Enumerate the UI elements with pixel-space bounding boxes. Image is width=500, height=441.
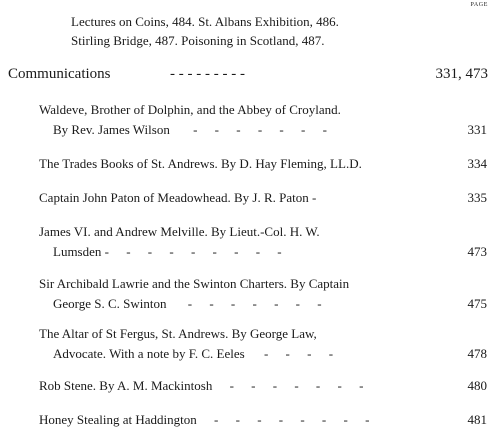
entry-page: 480: [467, 378, 487, 393]
entry-title: Waldeve, Brother of Dolphin, and the Abbey of Croyland.: [39, 102, 341, 117]
entry-page: 331: [467, 122, 487, 137]
entry-page: 335: [467, 190, 487, 205]
index-entry: [39, 376, 487, 396]
entry-title: Sir Archibald Lawrie and the Swinton Charters. By Captain: [39, 276, 350, 291]
section-leader: - - - - - - - - -: [170, 66, 245, 82]
entry-leader: - - - - - - -: [187, 296, 322, 311]
carry-over-line: Stirling Bridge, 487. Poisoning in Scotland, 487.: [71, 33, 325, 48]
entry-leader: - - - - - - - -: [214, 412, 370, 427]
entry-author: [39, 344, 487, 364]
entry-title: The Altar of St Fergus, St. Andrews. By George Law,: [39, 326, 317, 341]
entry-page: 475: [467, 296, 487, 311]
index-entry: [39, 222, 487, 262]
index-entry: [39, 274, 487, 314]
entry-title: Honey Stealing at Haddington: [39, 412, 197, 427]
index-entry: [39, 100, 487, 140]
entry-leader: - - - - - - -: [229, 378, 364, 393]
entry-author: [39, 294, 487, 314]
index-entry: [39, 188, 487, 208]
entry-leader: - - - -: [263, 346, 334, 361]
section-heading: [8, 64, 488, 84]
page-column-label: PAGE: [470, 2, 488, 8]
entry-author: [39, 120, 487, 140]
entry-title: Captain John Paton of Meadowhead. By J. R. Paton -: [39, 190, 317, 205]
entry-title: James VI. and Andrew Melville. By Lieut.-Col. H. W.: [39, 224, 320, 239]
index-entry: [39, 154, 487, 174]
entry-page: 334: [467, 156, 487, 171]
entry-author-text: Advocate. With a note by F. C. Eeles: [53, 346, 245, 361]
entry-leader: - - - - - - - -: [126, 244, 282, 259]
entry-title: Rob Stene. By A. M. Mackintosh: [39, 378, 213, 393]
carry-over-text: [71, 12, 481, 50]
entry-author-text: By Rev. James Wilson: [53, 122, 170, 137]
index-entry: [39, 410, 487, 430]
entry-title: The Trades Books of St. Andrews. By D. Hay Fleming, LL.D.: [39, 156, 362, 171]
entry-title-row: [39, 376, 487, 396]
carry-over-line: Lectures on Coins, 484. St. Albans Exhibition, 486.: [71, 14, 339, 29]
entry-title-row: [39, 410, 487, 430]
entry-page: 473: [467, 244, 487, 259]
index-entry: [39, 324, 487, 364]
entry-author: [39, 242, 487, 262]
entry-author-text: Lumsden -: [53, 244, 109, 259]
section-pages: 331, 473: [435, 66, 488, 82]
entry-leader: - - - - - - -: [193, 122, 327, 137]
entry-author-text: George S. C. Swinton: [53, 296, 167, 311]
section-title: Communications: [8, 66, 111, 82]
entry-page: 478: [467, 346, 487, 361]
entry-page: 481: [467, 412, 487, 427]
